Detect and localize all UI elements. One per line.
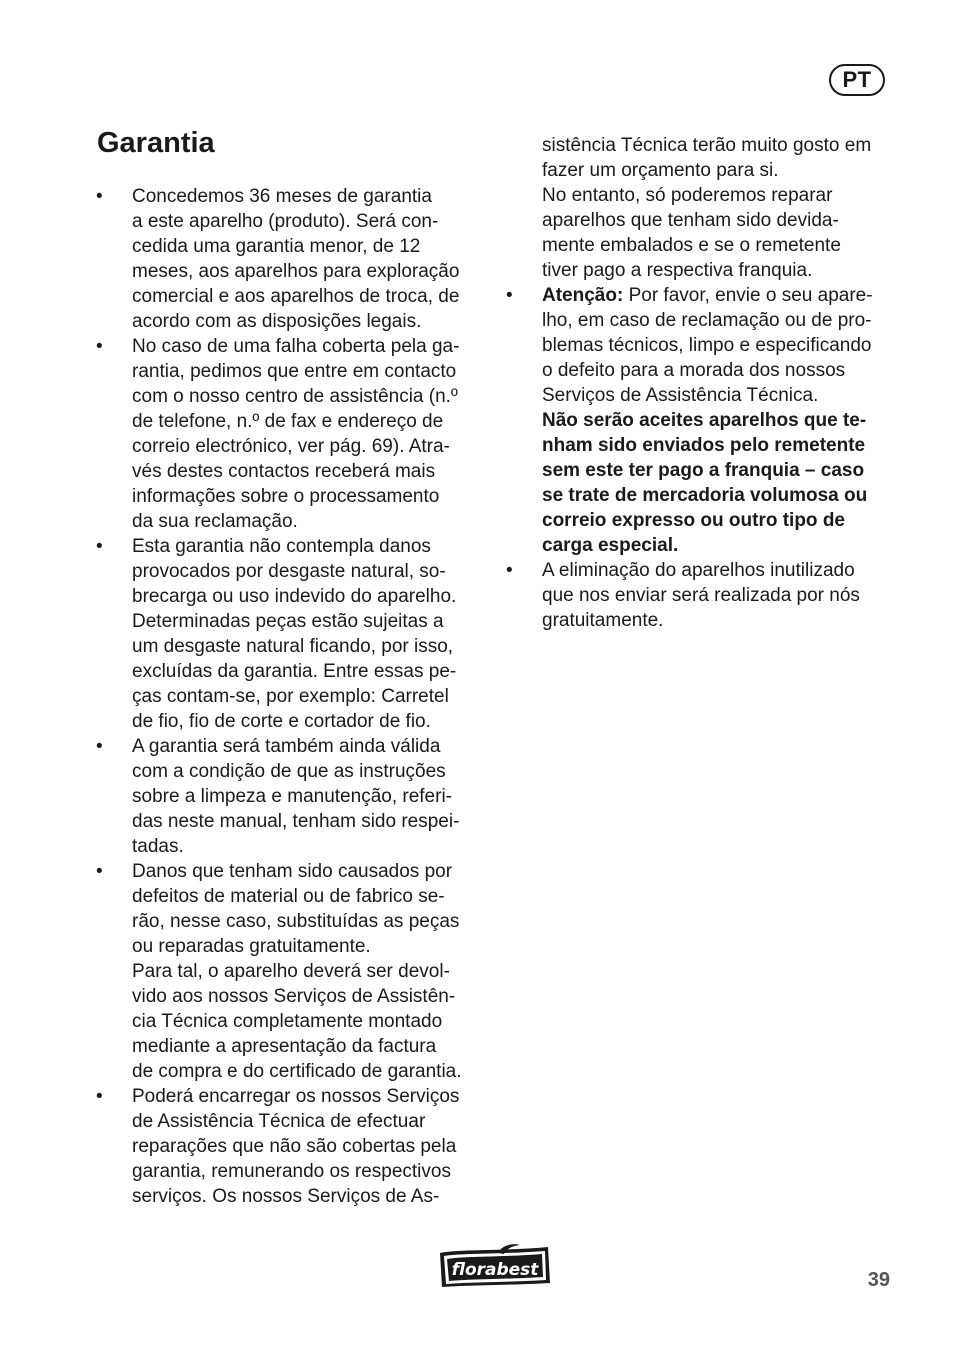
- bullet-text: Poderá encarregar os nossos Serviços de Assistência Técnica de efectuar reparações que não são cobertas pela garantia, remunerando os respectivos serviços. Os nossos Serviços de As-: [132, 1086, 460, 1207]
- page-number: 39: [867, 1269, 890, 1291]
- bullet-item: [96, 734, 486, 859]
- bullet-symbol: •: [96, 336, 103, 357]
- bullet-text-continuation: Para tal, o aparelho deverá ser devol- vido aos nossos Serviços de Assistên- cia Técnica completamente montado mediante a apresentação da factura de compra e do certificado de garantia.: [132, 961, 462, 1082]
- bullet-item: [96, 534, 486, 734]
- repair-conditions-text: No entanto, só poderemos reparar aparelhos que tenham sido devida- mente embalados e se o remetente tiver pago a respectiva franquia.: [542, 185, 841, 281]
- bullet-item: [96, 334, 486, 534]
- bullet-symbol: •: [506, 285, 513, 306]
- bullet-item: [96, 184, 486, 334]
- florabest-logo: [438, 1243, 552, 1289]
- attention-label: Atenção:: [542, 285, 624, 306]
- svg-text:florabest: florabest: [451, 1260, 539, 1280]
- bullet-text: Concedemos 36 meses de garantia a este aparelho (produto). Será con- cedida uma garantia menor, de 12 meses, aos aparelhos para exploração comercial e aos aparelhos de troca, de acordo com as disposições legais.: [132, 186, 460, 332]
- bullet-item-attention: [506, 283, 898, 558]
- bullet-item: [96, 1084, 486, 1209]
- attention-warning: Não serão aceites aparelhos que te- nham sido enviados pelo remetente sem este ter pago a franquia – caso se trate de mercadoria volumosa ou correio expresso ou outro tipo de carga especial.: [542, 410, 868, 556]
- bullet-item-disposal: [506, 558, 898, 633]
- continuation-text: sistência Técnica terão muito gosto em fazer um orçamento para si.: [542, 135, 872, 181]
- attention-text: Por favor, envie o seu apare- lho, em caso de reclamação ou de pro- blemas técnicos, limpo e especificando o defeito para a morada dos nossos Serviços de Assistência Técnica.: [542, 285, 873, 406]
- left-column: [96, 184, 486, 1209]
- bullet-item: [96, 859, 486, 1084]
- bullet-symbol: •: [96, 861, 103, 882]
- bullet-symbol: •: [96, 536, 103, 557]
- disposal-text: A eliminação do aparelhos inutilizado que nos enviar será realizada por nós gratuitamente.: [542, 560, 860, 631]
- bullet-symbol: •: [96, 186, 103, 207]
- attention-paragraph: [542, 283, 898, 408]
- right-column: [506, 133, 898, 633]
- bullet-text: Esta garantia não contempla danos provocados por desgaste natural, so- brecarga ou uso indevido do aparelho. Determinadas peças estão sujeitas a um desgaste natural ficando, por isso, excluídas da garantia. Entre essas pe- ças contam-se, por exemplo: Carretel de fio, fio de corte e cortador de fio.: [132, 536, 457, 732]
- bullet-symbol: •: [506, 560, 513, 581]
- bullet-symbol: •: [96, 736, 103, 757]
- bullet-text: A garantia será também ainda válida com a condição de que as instruções sobre a limpeza e manutenção, referi- das neste manual, tenham sido respei- tadas.: [132, 736, 460, 857]
- bullet-text: No caso de uma falha coberta pela ga- rantia, pedimos que entre em contacto com o nosso centro de assistência (n.º de telefone, n.º de fax e endereço de correio electrónico, ver pág. 69). Atra- vés destes contactos receberá mais informações sobre o processamento da sua reclamação.: [132, 336, 460, 532]
- page-title: Garantia: [97, 127, 215, 159]
- language-badge: PT: [829, 64, 885, 96]
- bullet-text: Danos que tenham sido causados por defeitos de material ou de fabrico se- rão, nesse caso, substituídas as peças ou reparadas gratuitamente.: [132, 861, 460, 957]
- bullet-symbol: •: [96, 1086, 103, 1107]
